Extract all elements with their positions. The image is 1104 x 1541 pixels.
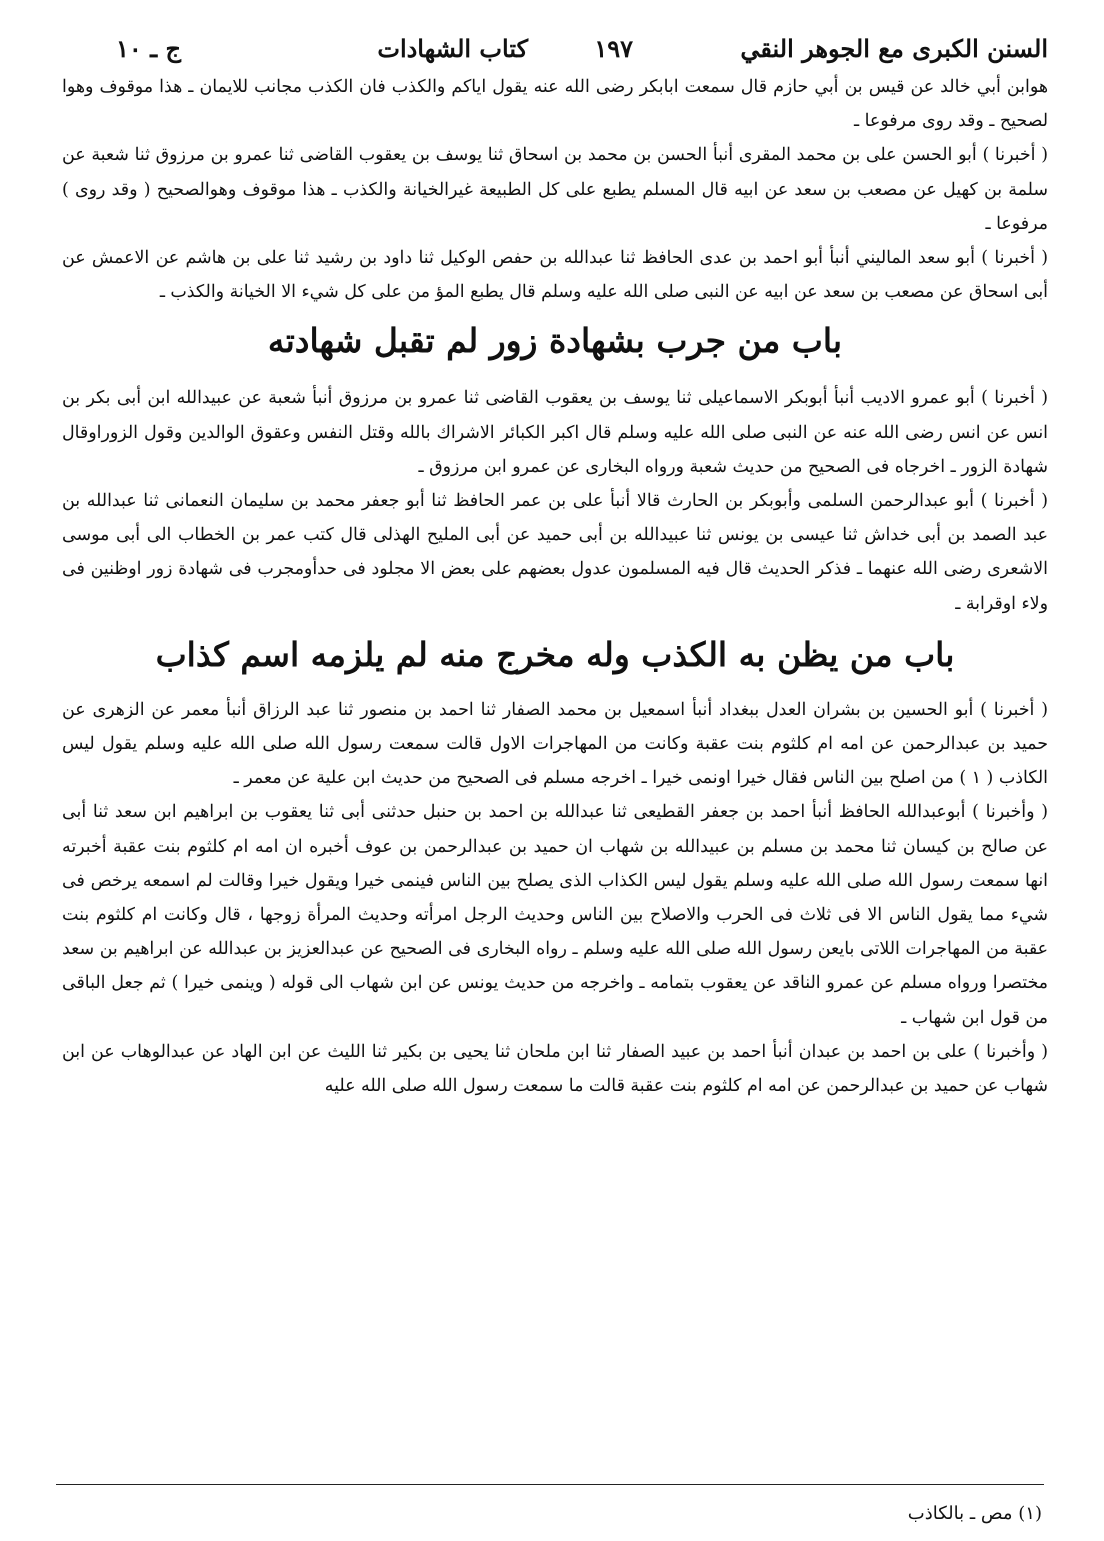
paragraph: ( أخبرنا ) أبو عبدالرحمن السلمى وأبوبكر بن الحارث قالا أنبأ على بن عمر الحافظ ثنا أبو جعفر محمد بن سليمان النعمانى ثنا عبدالله بن عبد الصمد بن أبى خداش ثنا عيسى بن يونس ثنا عبيدالله بن أبى حميد عن أبى المليح الهذلى قال كتب عمر بن الخطاب الى أبى موسى الاشعرى رضى الله عنهما ـ فذكر الحديث قال فيه المسلمون عدول بعضهم على بعض الا مجلود فى حدأومجرب فى شهادة زور اوظنين فى ولاء اوقرابة ـ bbox=[62, 491, 1048, 614]
paragraph: ( وأخبرنا ) على بن احمد بن عبدان أنبأ احمد بن عبيد الصفار ثنا ابن ملحان ثنا يحيى بن بكير ثنا الليث عن ابن الهاد عن عبدالوهاب عن ابن شهاب عن حميد بن عبدالرحمن عن امه ام كلثوم بنت عقبة قالت ما سمعت رسول الله صلى الله عليه bbox=[62, 1041, 1048, 1097]
header-book-title: السنن الكبرى مع الجوهر النقي bbox=[740, 34, 1048, 63]
paragraph: ( وأخبرنا ) أبوعبدالله الحافظ أنبأ احمد بن جعفر القطيعى ثنا عبدالله بن احمد بن حنبل حدثنى أبى ثنا يعقوب بن ابراهيم ابن سعد ثنا أبى عن صالح بن كيسان ثنا محمد بن مسلم بن عبيدالله بن شهاب ان حميد بن عبدالرحمن بن عوف أخبره ان امه ام كلثوم بنت عقبة أخبرته انها سمعت رسول الله صلى الله عليه وسلم يقول ليس الكذاب الذى يصلح بين الناس فينمى خيرا ويقول خيرا وقالت لم اسمعه يرخص فى شيء مما يقول الناس الا فى ثلاث فى الحرب والاصلاح بين الناس وحديث الرجل امرأته وحديث المرأة زوجها ، قال وكانت ام كلثوم بنت عقبة من المهاجرات اللاتى بايعن رسول الله صلى الله عليه وسلم ـ رواه البخارى فى الصحيح عن عبدالعزيز بن عبدالله عن ابراهيم بن سعد مختصرا ورواه مسلم عن عمرو الناقد عن يعقوب بتمامه ـ واخرجه من حديث يونس عن ابن شهاب الى قوله ( وينمى خيرا ) ثم جعل الباقى من قول ابن شهاب ـ bbox=[62, 802, 1048, 1028]
paragraph: ( أخبرنا ) أبو الحسين بن بشران العدل ببغداد أنبأ اسمعيل بن محمد الصفار ثنا احمد بن منصور ثنا عبد الرزاق أنبأ معمر عن الزهرى عن حميد بن عبدالرحمن عن امه ام كلثوم بنت عقبة وكانت من المهاجرات الاول قالت سمعت رسول الله صلى الله عليه وسلم يقول ليس الكاذب ( ١ ) من اصلح بين الناس فقال خيرا اونمى خيرا ـ اخرجه مسلم فى الصحيح من حديث ابن علية عن معمر ـ bbox=[62, 699, 1048, 789]
footnote-divider bbox=[56, 1484, 1044, 1485]
header-section-title: كتاب الشهادات bbox=[377, 34, 528, 63]
chapter-heading-1: باب من جرب بشهادة زور لم تقبل شهادته bbox=[267, 321, 843, 361]
header-page-number: ١٩٧ bbox=[594, 34, 633, 63]
running-header bbox=[62, 22, 1048, 70]
paragraph: هوابن أبي خالد عن قيس بن أبي حازم قال سمعت ابابكر رضى الله عنه يقول اياكم والكذب فان الكذب مجانب للايمان ـ هذا موقوف وهوا لصحيح ـ وقد روى مرفوعا ـ bbox=[62, 77, 1048, 132]
paragraph: ( أخبرنا ) أبو سعد الماليني أنبأ أبو احمد بن عدى الحافظ ثنا عبدالله بن حفص الوكيل ثنا داود بن رشيد ثنا على بن هاشم عن الاعمش عن أبى اسحاق عن مصعب بن سعد عن ابيه عن النبى صلى الله عليه وسلم قال يطبع المؤ من على كل شيء الا الخيانة والكذب ـ bbox=[62, 248, 1048, 303]
body-text-block-1 bbox=[62, 70, 1048, 309]
body-text-block-2 bbox=[62, 381, 1048, 620]
header-volume: ج ـ ١٠ bbox=[116, 34, 182, 63]
paragraph: ( أخبرنا ) أبو عمرو الاديب أنبأ أبوبكر الاسماعيلى ثنا يوسف بن يعقوب القاضى ثنا عمرو بن مرزوق أنبأ شعبة عن عبيدالله ابن أبى بكر بن انس عن انس رضى الله عنه عن النبى صلى الله عليه وسلم قال اكبر الكبائر الاشراك بالله وقتل النفس وعقوق الوالدين وقول الزوراوقال شهادة الزور ـ اخرجاه فى الصحيح من حديث شعبة ورواه البخارى عن عمرو ابن مرزوق ـ bbox=[62, 388, 1048, 477]
chapter-heading-2: باب من يظن به الكذب وله مخرج منه لم يلزمه اسم كذاب bbox=[155, 634, 955, 674]
paragraph: ( أخبرنا ) أبو الحسن على بن محمد المقرى أنبأ الحسن بن محمد بن اسحاق ثنا يوسف بن يعقوب القاضى ثنا عمرو بن مرزوق ثنا شعبة عن سلمة بن كهيل عن مصعب بن سعد عن ابيه قال المسلم يطبع على كل الطبيعة غيرالخيانة والكذب ـ هذا موقوف وهوالصحيح ( وقد روى ) مرفوعا ـ bbox=[62, 145, 1048, 234]
body-text-block-3 bbox=[62, 693, 1048, 1103]
footnote: (١) مص ـ بالكاذب bbox=[907, 1503, 1042, 1524]
